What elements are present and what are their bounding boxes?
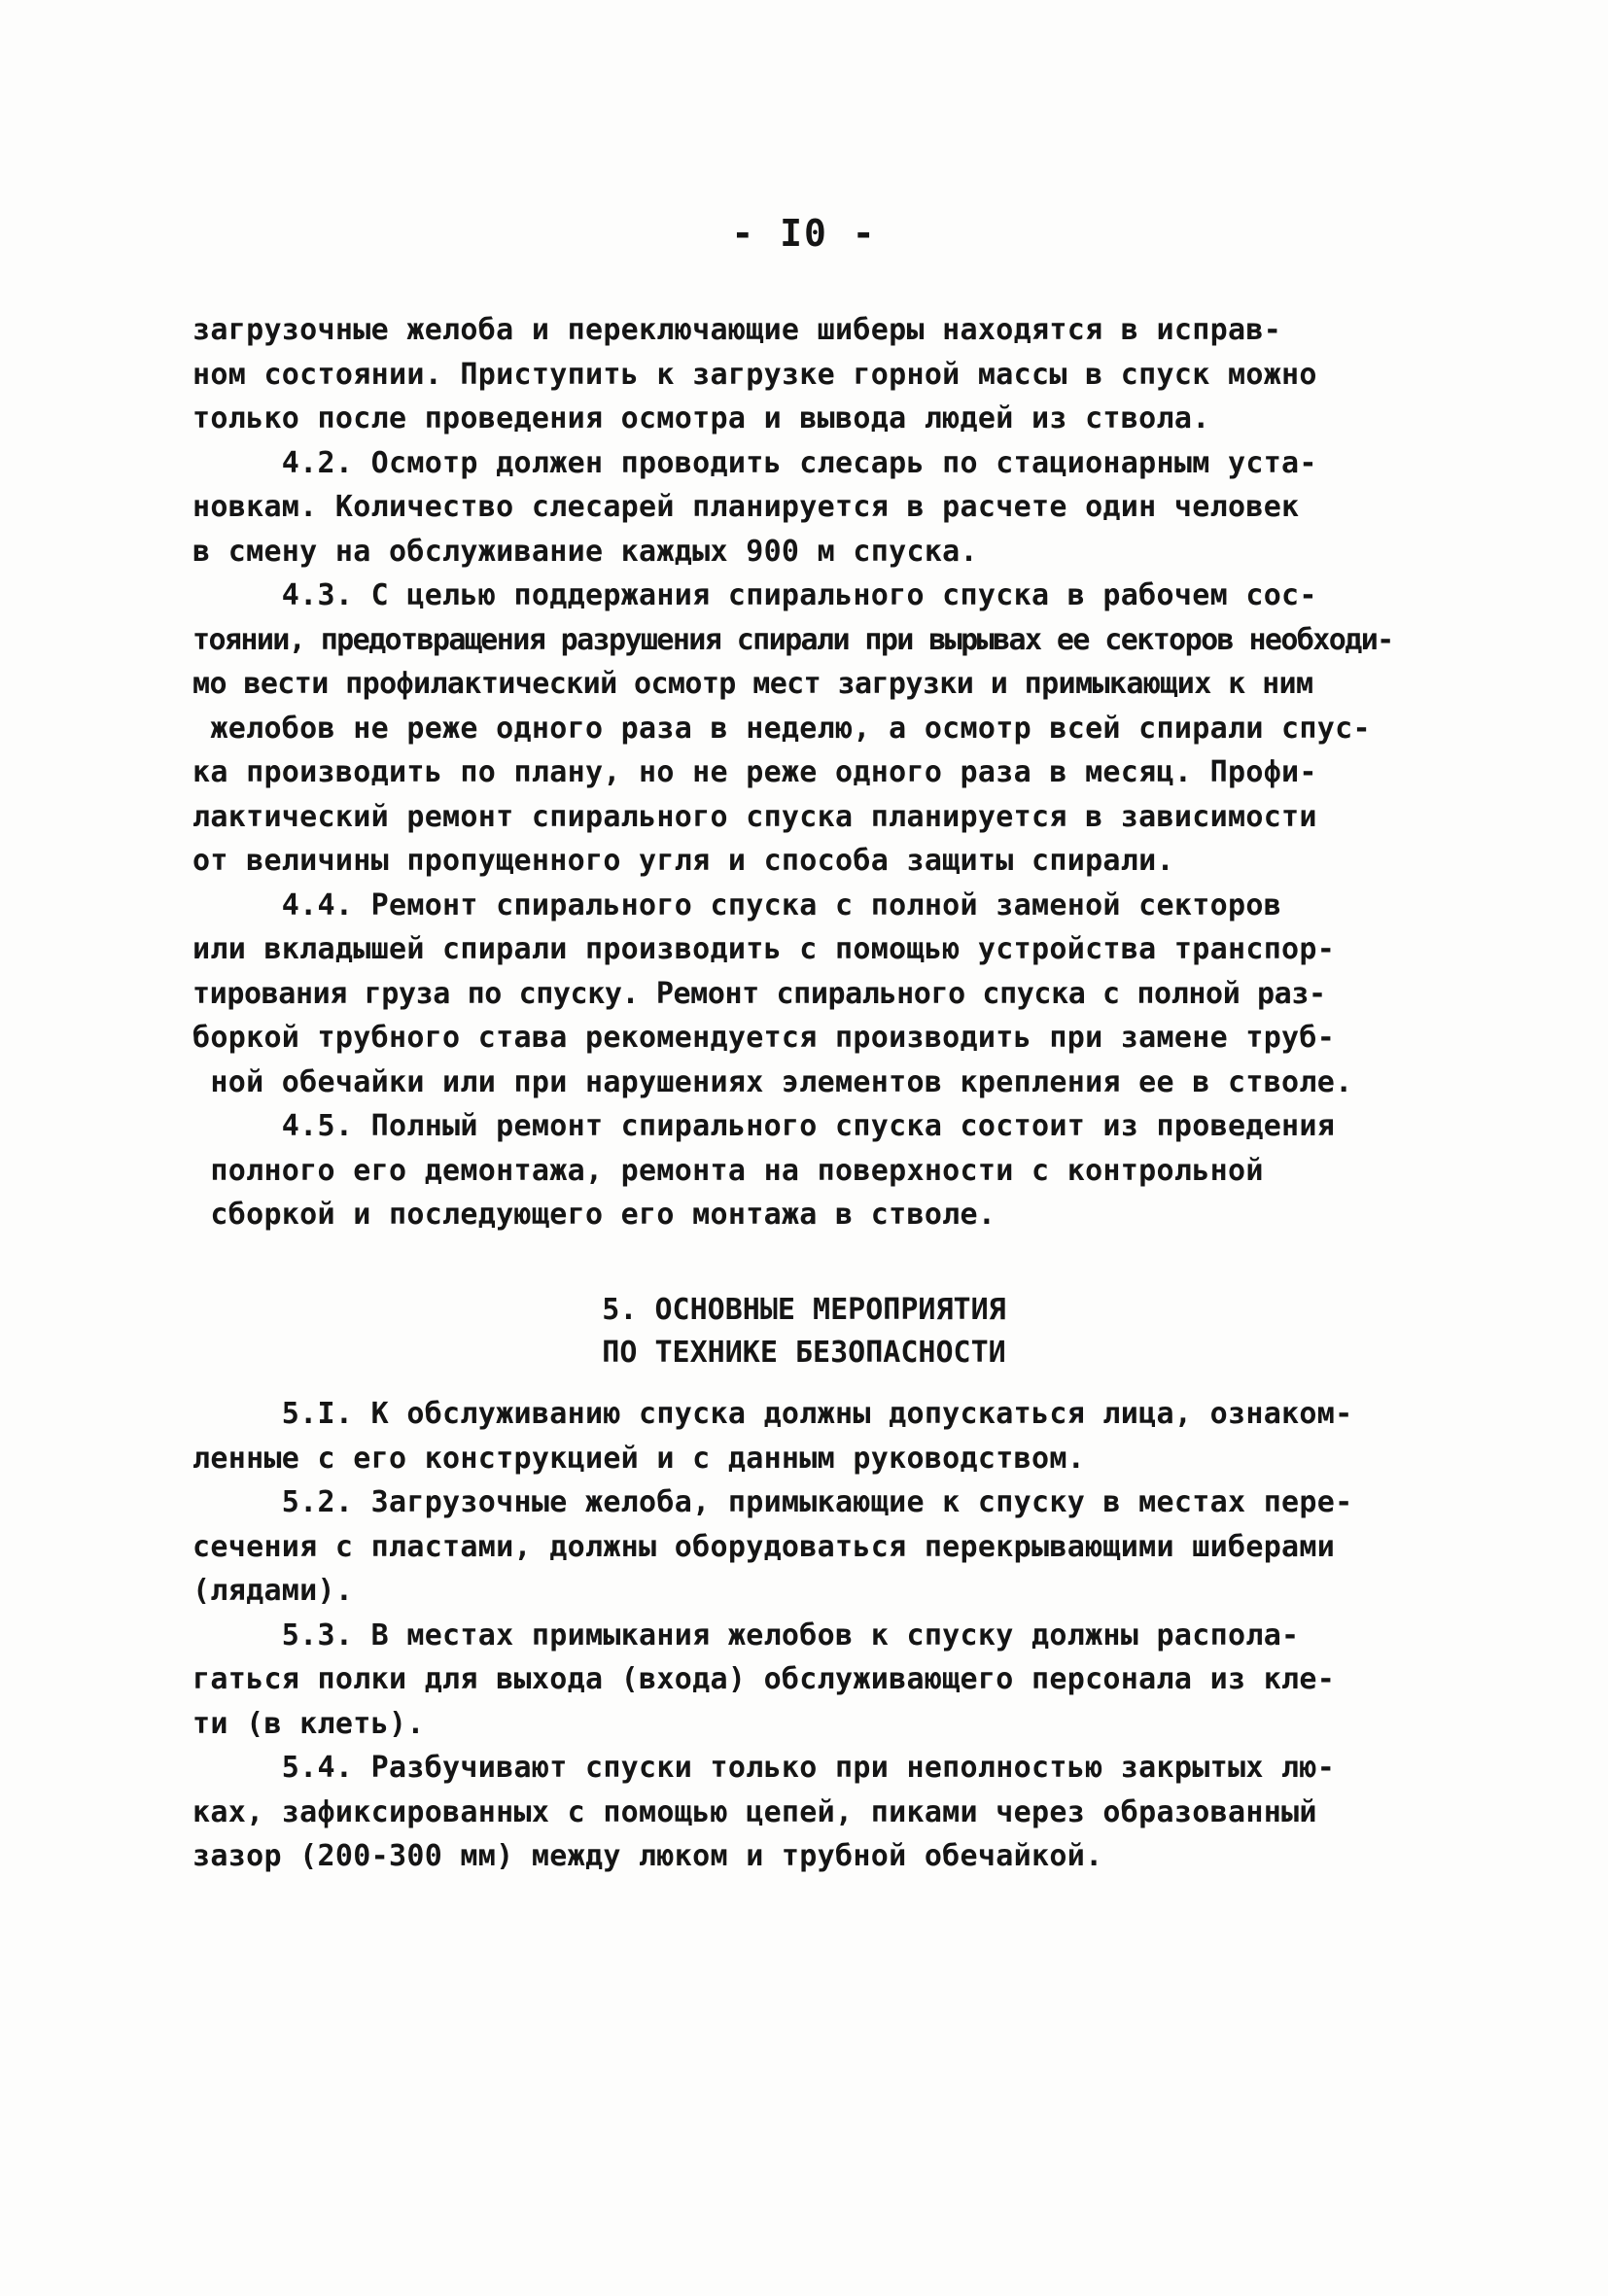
text-line: тирования груза по спуску. Ремонт спирального спуска с полной раз- xyxy=(192,976,1326,1011)
text-line: боркой трубного става рекомендуется производить при замене труб- xyxy=(192,1021,1336,1055)
text-line: ленные с его конструкцией и с данным руководством. xyxy=(192,1441,1086,1476)
text-line: от величины пропущенного угля и способа защиты спирали. xyxy=(192,844,1174,878)
text-line: ти (в клеть). xyxy=(192,1706,425,1741)
text-line: ной обечайки или при нарушениях элементов крепления ее в стволе. xyxy=(192,1064,1353,1099)
text-line: ках, зафиксированных с помощью цепей, пиками через образованный xyxy=(192,1794,1317,1829)
paragraph-5-2-start: 5.2. Загрузочные желоба, примыкающие к спуску в местах пере- xyxy=(192,1485,1353,1519)
section-heading-line-2: ПО ТЕХНИКЕ БЕЗОПАСНОСТИ xyxy=(602,1336,1006,1370)
paragraph-5-1-start: 5.I. К обслуживанию спуска должны допускаться лица, ознаком- xyxy=(192,1397,1353,1431)
text-line: гаться полки для выхода (входа) обслуживающего персонала из кле- xyxy=(192,1662,1336,1696)
paragraph-4-4-start: 4.4. Ремонт спирального спуска с полной заменой секторов xyxy=(192,887,1282,922)
text-line: ном состоянии. Приступить к загрузке горной массы в спуск можно xyxy=(192,357,1317,392)
text-line: загрузочные желоба и переключающие шиберы находятся в исправ- xyxy=(192,313,1282,347)
paragraph-4-5-start: 4.5. Полный ремонт спирального спуска состоит из проведения xyxy=(192,1109,1336,1143)
text-line: ка производить по плану, но не реже одного раза в месяц. Профи- xyxy=(192,755,1317,789)
page-number: - I0 - xyxy=(731,212,877,255)
paragraph-5-3-start: 5.3. В местах примыкания желобов к спуску должны распола- xyxy=(192,1618,1300,1652)
text-line: желобов не реже одного раза в неделю, а осмотр всей спирали спус- xyxy=(192,711,1371,746)
section-heading-line-1: 5. ОСНОВНЫЕ МЕРОПРИЯТИЯ xyxy=(602,1293,1006,1327)
section-5-heading xyxy=(0,1289,1608,1374)
paragraphs-section-4 xyxy=(192,308,1398,1237)
paragraph-4-3-start: 4.3. С целью поддержания спирального спуска в рабочем сос- xyxy=(192,578,1317,612)
text-line: в смену на обслуживание каждых 900 м спуска. xyxy=(192,534,978,569)
text-line: (лядами). xyxy=(192,1574,354,1608)
text-line: новкам. Количество слесарей планируется в расчете один человек xyxy=(192,490,1300,524)
text-line: или вкладышей спирали производить с помощью устройства транспор- xyxy=(192,932,1336,966)
text-line: мо вести профилактический осмотр мест загрузки и примыкающих к ним xyxy=(192,667,1313,701)
paragraph-5-4-start: 5.4. Разбучивают спуски только при неполностью закрытых лю- xyxy=(192,1751,1336,1785)
text-line: сборкой и последующего его монтажа в стволе. xyxy=(192,1198,996,1232)
text-line: сечения с пластами, должны оборудоваться перекрывающими шиберами xyxy=(192,1529,1336,1564)
text-line: только после проведения осмотра и вывода людей из ствола. xyxy=(192,401,1210,435)
text-line: полного его демонтажа, ремонта на поверхности с контрольной xyxy=(192,1153,1264,1188)
paragraphs-section-5 xyxy=(192,1392,1398,1879)
paragraph-4-2-start: 4.2. Осмотр должен проводить слесарь по стационарным уста- xyxy=(192,445,1317,480)
text-line: тоянии, предотвращения разрушения спирали при вырывах ее секторов необходи- xyxy=(192,622,1393,657)
text-line: лактический ремонт спирального спуска планируется в зависимости xyxy=(192,799,1317,834)
text-line: зазор (200-300 мм) между люком и трубной обечайкой. xyxy=(192,1839,1103,1873)
